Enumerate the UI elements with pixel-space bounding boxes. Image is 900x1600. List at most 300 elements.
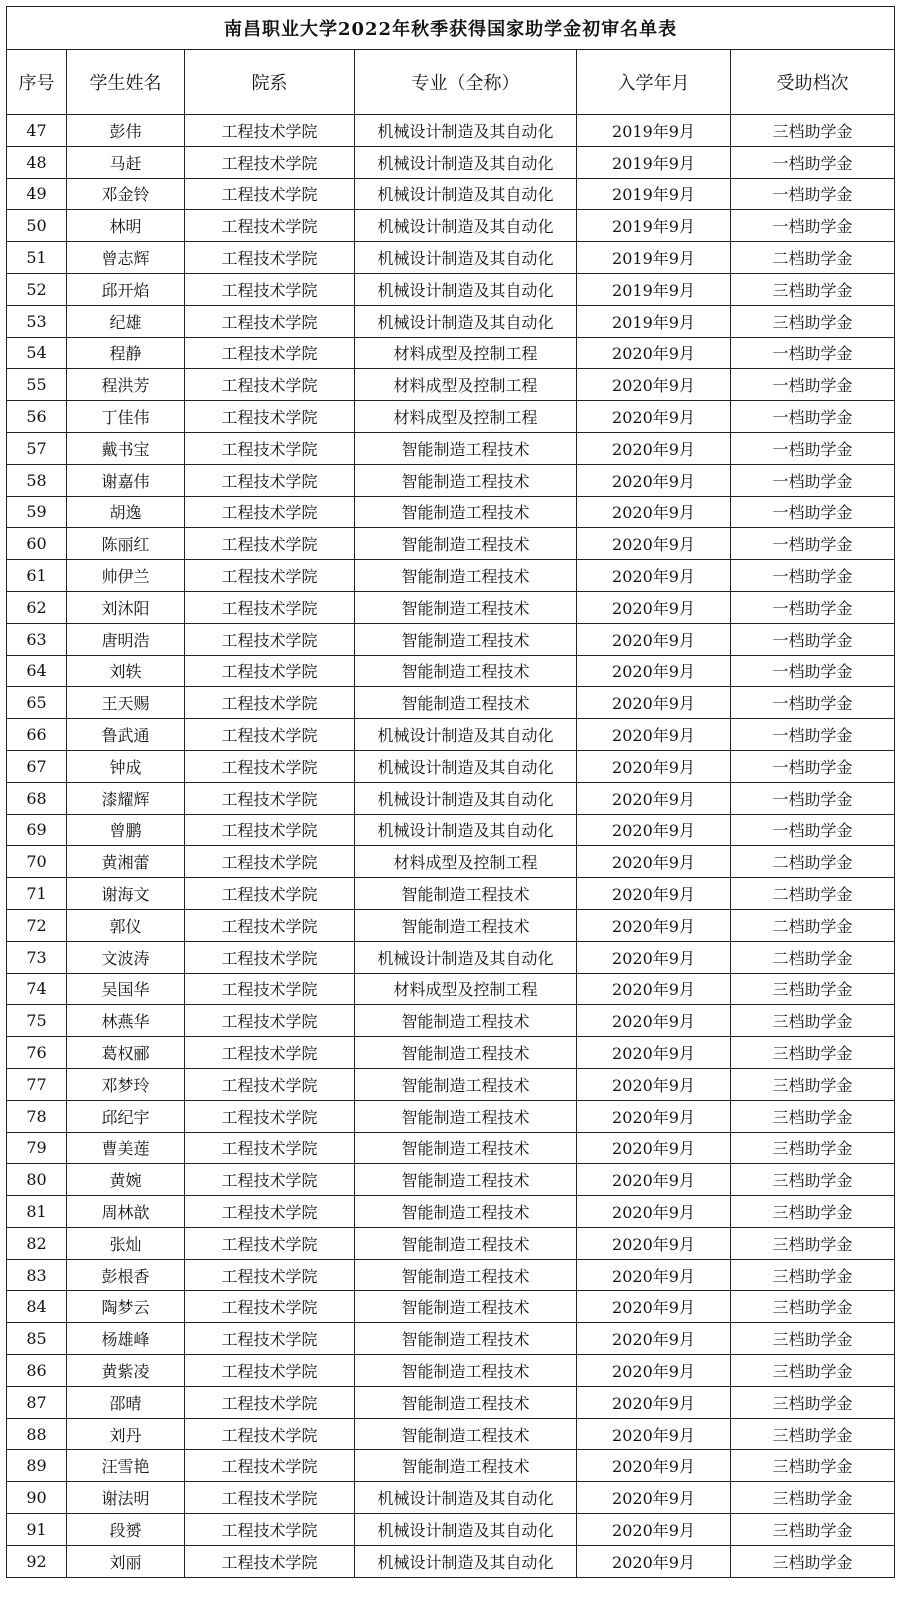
cell-index: 53 — [7, 305, 67, 337]
cell-student-name: 王天赐 — [67, 687, 185, 719]
cell-department: 工程技术学院 — [185, 1227, 355, 1259]
cell-aid-level: 二档助学金 — [731, 846, 895, 878]
cell-major: 机械设计制造及其自动化 — [355, 719, 577, 751]
cell-aid-level: 一档助学金 — [731, 750, 895, 782]
cell-student-name: 邱纪宇 — [67, 1100, 185, 1132]
cell-department: 工程技术学院 — [185, 1132, 355, 1164]
cell-student-name: 彭根香 — [67, 1259, 185, 1291]
cell-department: 工程技术学院 — [185, 1068, 355, 1100]
cell-student-name: 陶梦云 — [67, 1291, 185, 1323]
cell-enrollment-date: 2020年9月 — [577, 1291, 731, 1323]
table-row — [7, 1227, 895, 1259]
header-enrollment-date: 入学年月 — [577, 50, 731, 115]
cell-department: 工程技术学院 — [185, 1418, 355, 1450]
cell-enrollment-date: 2020年9月 — [577, 941, 731, 973]
cell-student-name: 胡逸 — [67, 496, 185, 528]
cell-index: 50 — [7, 210, 67, 242]
cell-department: 工程技术学院 — [185, 115, 355, 147]
table-row — [7, 1196, 895, 1228]
cell-enrollment-date: 2020年9月 — [577, 655, 731, 687]
cell-department: 工程技术学院 — [185, 687, 355, 719]
cell-major: 机械设计制造及其自动化 — [355, 178, 577, 210]
cell-department: 工程技术学院 — [185, 178, 355, 210]
header-student-name: 学生姓名 — [67, 50, 185, 115]
table-row — [7, 814, 895, 846]
cell-department: 工程技术学院 — [185, 337, 355, 369]
cell-major: 材料成型及控制工程 — [355, 846, 577, 878]
header-major: 专业（全称） — [355, 50, 577, 115]
cell-index: 89 — [7, 1450, 67, 1482]
cell-student-name: 曹美莲 — [67, 1132, 185, 1164]
table-row — [7, 464, 895, 496]
table-row — [7, 878, 895, 910]
cell-aid-level: 一档助学金 — [731, 337, 895, 369]
table-row — [7, 496, 895, 528]
cell-aid-level: 一档助学金 — [731, 369, 895, 401]
cell-department: 工程技术学院 — [185, 305, 355, 337]
cell-major: 智能制造工程技术 — [355, 1227, 577, 1259]
cell-aid-level: 一档助学金 — [731, 146, 895, 178]
cell-student-name: 唐明浩 — [67, 623, 185, 655]
cell-index: 74 — [7, 973, 67, 1005]
cell-student-name: 葛权郦 — [67, 1037, 185, 1069]
header-department: 院系 — [185, 50, 355, 115]
cell-aid-level: 一档助学金 — [731, 655, 895, 687]
cell-major: 智能制造工程技术 — [355, 496, 577, 528]
roster-sheet — [6, 6, 894, 1578]
cell-aid-level: 三档助学金 — [731, 1132, 895, 1164]
cell-major: 机械设计制造及其自动化 — [355, 750, 577, 782]
table-row — [7, 941, 895, 973]
cell-major: 机械设计制造及其自动化 — [355, 305, 577, 337]
cell-department: 工程技术学院 — [185, 814, 355, 846]
cell-index: 56 — [7, 401, 67, 433]
cell-student-name: 程洪芳 — [67, 369, 185, 401]
cell-enrollment-date: 2020年9月 — [577, 337, 731, 369]
cell-major: 智能制造工程技术 — [355, 1132, 577, 1164]
cell-student-name: 刘沐阳 — [67, 591, 185, 623]
cell-student-name: 钟成 — [67, 750, 185, 782]
cell-major: 智能制造工程技术 — [355, 528, 577, 560]
table-row — [7, 115, 895, 147]
table-row — [7, 1418, 895, 1450]
table-row — [7, 1323, 895, 1355]
cell-aid-level: 一档助学金 — [731, 210, 895, 242]
cell-major: 智能制造工程技术 — [355, 591, 577, 623]
cell-aid-level: 三档助学金 — [731, 1450, 895, 1482]
cell-index: 60 — [7, 528, 67, 560]
cell-department: 工程技术学院 — [185, 1164, 355, 1196]
cell-student-name: 丁佳伟 — [67, 401, 185, 433]
cell-aid-level: 二档助学金 — [731, 242, 895, 274]
cell-student-name: 刘丹 — [67, 1418, 185, 1450]
cell-major: 智能制造工程技术 — [355, 1068, 577, 1100]
cell-enrollment-date: 2020年9月 — [577, 1005, 731, 1037]
cell-aid-level: 三档助学金 — [731, 1514, 895, 1546]
cell-enrollment-date: 2020年9月 — [577, 1164, 731, 1196]
header-aid-level: 受助档次 — [731, 50, 895, 115]
cell-major: 智能制造工程技术 — [355, 560, 577, 592]
table-row — [7, 1482, 895, 1514]
cell-major: 机械设计制造及其自动化 — [355, 941, 577, 973]
cell-department: 工程技术学院 — [185, 464, 355, 496]
cell-index: 54 — [7, 337, 67, 369]
table-row — [7, 750, 895, 782]
cell-index: 61 — [7, 560, 67, 592]
cell-student-name: 黄湘蕾 — [67, 846, 185, 878]
cell-department: 工程技术学院 — [185, 941, 355, 973]
cell-aid-level: 三档助学金 — [731, 1323, 895, 1355]
table-row — [7, 273, 895, 305]
cell-aid-level: 三档助学金 — [731, 1037, 895, 1069]
cell-index: 80 — [7, 1164, 67, 1196]
cell-aid-level: 一档助学金 — [731, 560, 895, 592]
cell-index: 82 — [7, 1227, 67, 1259]
cell-index: 68 — [7, 782, 67, 814]
cell-enrollment-date: 2020年9月 — [577, 909, 731, 941]
cell-enrollment-date: 2020年9月 — [577, 1259, 731, 1291]
cell-enrollment-date: 2019年9月 — [577, 210, 731, 242]
cell-department: 工程技术学院 — [185, 1514, 355, 1546]
cell-index: 90 — [7, 1482, 67, 1514]
cell-department: 工程技术学院 — [185, 623, 355, 655]
cell-student-name: 刘丽 — [67, 1545, 185, 1577]
cell-aid-level: 一档助学金 — [731, 401, 895, 433]
cell-enrollment-date: 2020年9月 — [577, 1450, 731, 1482]
cell-major: 智能制造工程技术 — [355, 1164, 577, 1196]
cell-index: 78 — [7, 1100, 67, 1132]
table-row — [7, 1132, 895, 1164]
cell-department: 工程技术学院 — [185, 1196, 355, 1228]
cell-department: 工程技术学院 — [185, 1482, 355, 1514]
cell-student-name: 谢嘉伟 — [67, 464, 185, 496]
cell-student-name: 文波涛 — [67, 941, 185, 973]
cell-aid-level: 一档助学金 — [731, 623, 895, 655]
cell-index: 79 — [7, 1132, 67, 1164]
cell-student-name: 陈丽红 — [67, 528, 185, 560]
cell-department: 工程技术学院 — [185, 1259, 355, 1291]
cell-student-name: 邱开焰 — [67, 273, 185, 305]
cell-major: 智能制造工程技术 — [355, 1100, 577, 1132]
cell-aid-level: 三档助学金 — [731, 1164, 895, 1196]
cell-aid-level: 一档助学金 — [731, 528, 895, 560]
cell-aid-level: 一档助学金 — [731, 782, 895, 814]
table-row — [7, 1068, 895, 1100]
cell-student-name: 邓金铃 — [67, 178, 185, 210]
cell-major: 智能制造工程技术 — [355, 878, 577, 910]
table-row — [7, 655, 895, 687]
header-row — [7, 50, 895, 115]
cell-aid-level: 一档助学金 — [731, 687, 895, 719]
cell-index: 91 — [7, 1514, 67, 1546]
cell-student-name: 曾志辉 — [67, 242, 185, 274]
cell-index: 67 — [7, 750, 67, 782]
cell-student-name: 郭仪 — [67, 909, 185, 941]
table-row — [7, 1545, 895, 1577]
cell-major: 机械设计制造及其自动化 — [355, 273, 577, 305]
cell-student-name: 林明 — [67, 210, 185, 242]
cell-student-name: 马赶 — [67, 146, 185, 178]
cell-aid-level: 一档助学金 — [731, 591, 895, 623]
cell-department: 工程技术学院 — [185, 1355, 355, 1387]
cell-student-name: 杨雄峰 — [67, 1323, 185, 1355]
cell-department: 工程技术学院 — [185, 560, 355, 592]
cell-aid-level: 三档助学金 — [731, 273, 895, 305]
cell-major: 机械设计制造及其自动化 — [355, 146, 577, 178]
cell-aid-level: 二档助学金 — [731, 909, 895, 941]
cell-major: 材料成型及控制工程 — [355, 369, 577, 401]
cell-aid-level: 三档助学金 — [731, 1005, 895, 1037]
cell-major: 智能制造工程技术 — [355, 1450, 577, 1482]
cell-major: 智能制造工程技术 — [355, 1005, 577, 1037]
title-row — [7, 7, 895, 50]
cell-aid-level: 三档助学金 — [731, 1291, 895, 1323]
cell-student-name: 帅伊兰 — [67, 560, 185, 592]
cell-index: 59 — [7, 496, 67, 528]
cell-aid-level: 一档助学金 — [731, 464, 895, 496]
cell-index: 92 — [7, 1545, 67, 1577]
cell-aid-level: 三档助学金 — [731, 1482, 895, 1514]
cell-enrollment-date: 2020年9月 — [577, 719, 731, 751]
cell-department: 工程技术学院 — [185, 750, 355, 782]
table-body — [7, 115, 895, 1578]
cell-enrollment-date: 2020年9月 — [577, 750, 731, 782]
cell-aid-level: 三档助学金 — [731, 1068, 895, 1100]
cell-major: 智能制造工程技术 — [355, 1355, 577, 1387]
cell-enrollment-date: 2020年9月 — [577, 1386, 731, 1418]
cell-major: 机械设计制造及其自动化 — [355, 814, 577, 846]
cell-aid-level: 三档助学金 — [731, 1545, 895, 1577]
cell-index: 64 — [7, 655, 67, 687]
cell-index: 66 — [7, 719, 67, 751]
cell-department: 工程技术学院 — [185, 1291, 355, 1323]
cell-enrollment-date: 2020年9月 — [577, 560, 731, 592]
table-row — [7, 1291, 895, 1323]
cell-aid-level: 三档助学金 — [731, 1418, 895, 1450]
cell-student-name: 纪雄 — [67, 305, 185, 337]
cell-student-name: 谢海文 — [67, 878, 185, 910]
cell-enrollment-date: 2019年9月 — [577, 146, 731, 178]
cell-student-name: 戴书宝 — [67, 432, 185, 464]
cell-aid-level: 三档助学金 — [731, 1386, 895, 1418]
cell-department: 工程技术学院 — [185, 591, 355, 623]
table-row — [7, 591, 895, 623]
cell-department: 工程技术学院 — [185, 846, 355, 878]
cell-enrollment-date: 2020年9月 — [577, 528, 731, 560]
table-row — [7, 687, 895, 719]
cell-index: 76 — [7, 1037, 67, 1069]
cell-index: 73 — [7, 941, 67, 973]
cell-index: 47 — [7, 115, 67, 147]
table-row — [7, 1386, 895, 1418]
cell-aid-level: 一档助学金 — [731, 432, 895, 464]
cell-index: 72 — [7, 909, 67, 941]
cell-student-name: 邵晴 — [67, 1386, 185, 1418]
cell-aid-level: 二档助学金 — [731, 878, 895, 910]
cell-major: 机械设计制造及其自动化 — [355, 1482, 577, 1514]
cell-major: 机械设计制造及其自动化 — [355, 115, 577, 147]
cell-index: 62 — [7, 591, 67, 623]
cell-aid-level: 一档助学金 — [731, 178, 895, 210]
cell-major: 机械设计制造及其自动化 — [355, 1514, 577, 1546]
cell-department: 工程技术学院 — [185, 146, 355, 178]
cell-index: 49 — [7, 178, 67, 210]
table-row — [7, 242, 895, 274]
table-row — [7, 1514, 895, 1546]
cell-aid-level: 三档助学金 — [731, 115, 895, 147]
cell-student-name: 彭伟 — [67, 115, 185, 147]
cell-major: 智能制造工程技术 — [355, 432, 577, 464]
table-row — [7, 1164, 895, 1196]
cell-aid-level: 三档助学金 — [731, 1227, 895, 1259]
cell-student-name: 程静 — [67, 337, 185, 369]
cell-enrollment-date: 2019年9月 — [577, 115, 731, 147]
cell-major: 智能制造工程技术 — [355, 1291, 577, 1323]
cell-index: 75 — [7, 1005, 67, 1037]
cell-major: 智能制造工程技术 — [355, 1259, 577, 1291]
table-row — [7, 560, 895, 592]
cell-department: 工程技术学院 — [185, 878, 355, 910]
cell-index: 84 — [7, 1291, 67, 1323]
cell-index: 87 — [7, 1386, 67, 1418]
cell-enrollment-date: 2020年9月 — [577, 1323, 731, 1355]
table-row — [7, 432, 895, 464]
cell-aid-level: 一档助学金 — [731, 496, 895, 528]
cell-student-name: 邓梦玲 — [67, 1068, 185, 1100]
cell-enrollment-date: 2019年9月 — [577, 178, 731, 210]
cell-enrollment-date: 2020年9月 — [577, 687, 731, 719]
cell-enrollment-date: 2020年9月 — [577, 1418, 731, 1450]
table-row — [7, 1450, 895, 1482]
cell-department: 工程技术学院 — [185, 242, 355, 274]
cell-enrollment-date: 2020年9月 — [577, 1100, 731, 1132]
table-row — [7, 782, 895, 814]
table-row — [7, 909, 895, 941]
cell-enrollment-date: 2020年9月 — [577, 814, 731, 846]
table-row — [7, 1355, 895, 1387]
table-row — [7, 1259, 895, 1291]
cell-aid-level: 一档助学金 — [731, 814, 895, 846]
cell-student-name: 吴国华 — [67, 973, 185, 1005]
cell-major: 机械设计制造及其自动化 — [355, 210, 577, 242]
cell-index: 52 — [7, 273, 67, 305]
cell-student-name: 鲁武通 — [67, 719, 185, 751]
cell-enrollment-date: 2020年9月 — [577, 782, 731, 814]
cell-department: 工程技术学院 — [185, 1450, 355, 1482]
cell-index: 71 — [7, 878, 67, 910]
cell-major: 机械设计制造及其自动化 — [355, 1545, 577, 1577]
cell-enrollment-date: 2020年9月 — [577, 369, 731, 401]
cell-enrollment-date: 2020年9月 — [577, 1514, 731, 1546]
cell-index: 69 — [7, 814, 67, 846]
header-index: 序号 — [7, 50, 67, 115]
cell-enrollment-date: 2019年9月 — [577, 305, 731, 337]
cell-major: 智能制造工程技术 — [355, 687, 577, 719]
table-row — [7, 846, 895, 878]
cell-major: 智能制造工程技术 — [355, 623, 577, 655]
cell-index: 57 — [7, 432, 67, 464]
cell-enrollment-date: 2020年9月 — [577, 1227, 731, 1259]
table-row — [7, 337, 895, 369]
cell-index: 63 — [7, 623, 67, 655]
cell-department: 工程技术学院 — [185, 401, 355, 433]
cell-major: 智能制造工程技术 — [355, 464, 577, 496]
table-title: 南昌职业大学2022年秋季获得国家助学金初审名单表 — [7, 7, 895, 50]
cell-index: 51 — [7, 242, 67, 274]
cell-student-name: 周林歆 — [67, 1196, 185, 1228]
cell-enrollment-date: 2020年9月 — [577, 591, 731, 623]
cell-department: 工程技术学院 — [185, 719, 355, 751]
table-row — [7, 623, 895, 655]
cell-index: 83 — [7, 1259, 67, 1291]
cell-enrollment-date: 2020年9月 — [577, 973, 731, 1005]
cell-enrollment-date: 2020年9月 — [577, 496, 731, 528]
cell-enrollment-date: 2019年9月 — [577, 273, 731, 305]
table-row — [7, 401, 895, 433]
cell-student-name: 谢法明 — [67, 1482, 185, 1514]
cell-enrollment-date: 2020年9月 — [577, 464, 731, 496]
cell-major: 智能制造工程技术 — [355, 1418, 577, 1450]
table-row — [7, 146, 895, 178]
cell-student-name: 林燕华 — [67, 1005, 185, 1037]
cell-department: 工程技术学院 — [185, 655, 355, 687]
cell-index: 70 — [7, 846, 67, 878]
cell-major: 智能制造工程技术 — [355, 655, 577, 687]
cell-enrollment-date: 2020年9月 — [577, 878, 731, 910]
cell-department: 工程技术学院 — [185, 909, 355, 941]
cell-enrollment-date: 2020年9月 — [577, 1545, 731, 1577]
table-row — [7, 1100, 895, 1132]
cell-student-name: 汪雪艳 — [67, 1450, 185, 1482]
cell-aid-level: 三档助学金 — [731, 1259, 895, 1291]
cell-department: 工程技术学院 — [185, 496, 355, 528]
cell-major: 材料成型及控制工程 — [355, 337, 577, 369]
cell-student-name: 黄紫凌 — [67, 1355, 185, 1387]
cell-enrollment-date: 2020年9月 — [577, 1355, 731, 1387]
cell-aid-level: 三档助学金 — [731, 1196, 895, 1228]
cell-major: 智能制造工程技术 — [355, 1386, 577, 1418]
table-row — [7, 1037, 895, 1069]
table-row — [7, 528, 895, 560]
cell-index: 86 — [7, 1355, 67, 1387]
cell-aid-level: 二档助学金 — [731, 941, 895, 973]
cell-enrollment-date: 2020年9月 — [577, 1482, 731, 1514]
roster-table — [6, 6, 895, 1578]
cell-department: 工程技术学院 — [185, 1100, 355, 1132]
table-row — [7, 1005, 895, 1037]
cell-enrollment-date: 2020年9月 — [577, 1132, 731, 1164]
cell-index: 85 — [7, 1323, 67, 1355]
cell-enrollment-date: 2019年9月 — [577, 242, 731, 274]
cell-enrollment-date: 2020年9月 — [577, 1037, 731, 1069]
cell-department: 工程技术学院 — [185, 973, 355, 1005]
cell-department: 工程技术学院 — [185, 1545, 355, 1577]
cell-major: 材料成型及控制工程 — [355, 973, 577, 1005]
cell-department: 工程技术学院 — [185, 528, 355, 560]
table-row — [7, 305, 895, 337]
cell-department: 工程技术学院 — [185, 1037, 355, 1069]
cell-major: 材料成型及控制工程 — [355, 401, 577, 433]
cell-aid-level: 三档助学金 — [731, 1355, 895, 1387]
cell-index: 48 — [7, 146, 67, 178]
table-row — [7, 369, 895, 401]
cell-enrollment-date: 2020年9月 — [577, 401, 731, 433]
cell-index: 88 — [7, 1418, 67, 1450]
table-row — [7, 178, 895, 210]
cell-index: 81 — [7, 1196, 67, 1228]
cell-student-name: 段赟 — [67, 1514, 185, 1546]
cell-enrollment-date: 2020年9月 — [577, 623, 731, 655]
